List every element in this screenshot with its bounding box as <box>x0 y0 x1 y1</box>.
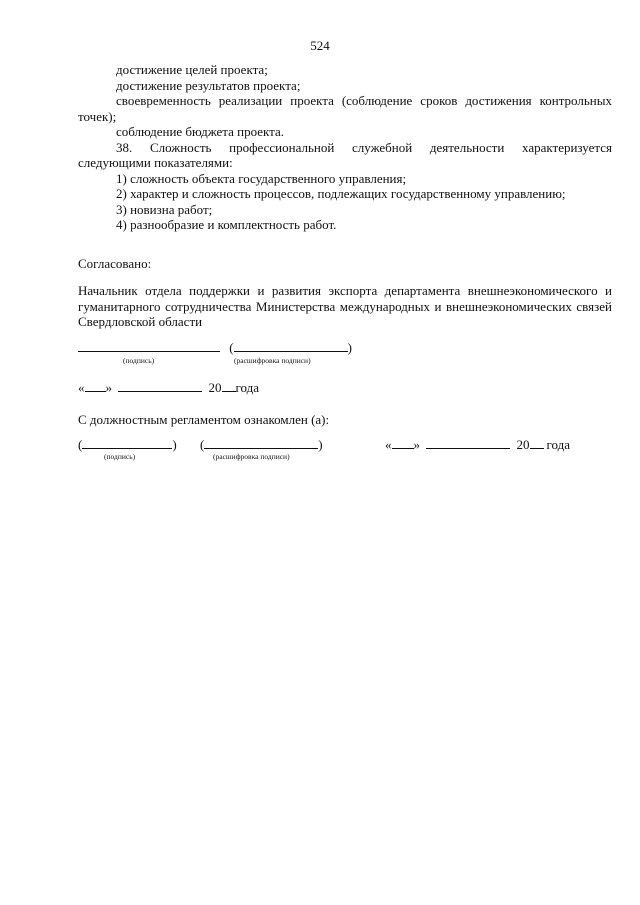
year-blank[interactable] <box>222 380 236 392</box>
list-item: своевременность реализации проекта (соблюдение сроков достижения контрольных точек); <box>78 93 612 124</box>
quote-close: » <box>105 380 112 395</box>
year-suffix: года <box>546 437 571 452</box>
year-suffix: года <box>235 380 260 395</box>
day-blank[interactable] <box>392 437 414 449</box>
decoding-blank[interactable] <box>234 340 348 352</box>
list-item: 3) новизна работ; <box>116 201 213 217</box>
paragraph-38: 38. Сложность профессиональной служебной деятельности характеризуется следующими показателями: <box>78 139 612 170</box>
approval-signature-line[interactable]: ( ) <box>78 340 352 356</box>
page-number: 524 <box>310 38 330 53</box>
decoding-caption: (расшифровка подписи) <box>213 452 290 461</box>
approval-label: Согласовано: <box>78 256 152 271</box>
criteria-block <box>78 62 612 233</box>
decoding-caption: (расшифровка подписи) <box>234 356 311 365</box>
familiarization-signature-line[interactable]: ( ) ( ) <box>78 437 323 452</box>
year-prefix: 20 <box>516 437 530 452</box>
quote-close: » <box>413 437 420 452</box>
approval-date-line[interactable] <box>78 380 259 396</box>
quote-open: « <box>78 380 85 395</box>
position-text: Начальник отдела поддержки и развития экспорта департамента внешнеэкономического и гуманитарного сотрудничества Министерства международных и внешнеэкономических связей Свердловской области <box>78 283 612 329</box>
familiarization-date-line[interactable] <box>385 437 570 453</box>
decoding-blank[interactable] <box>204 437 318 449</box>
list-item: 4) разнообразие и комплектность работ. <box>116 217 337 232</box>
month-blank[interactable] <box>426 437 510 449</box>
month-blank[interactable] <box>118 380 202 392</box>
familiarization-label: С должностным регламентом ознакомлен (а): <box>78 412 330 427</box>
year-prefix: 20 <box>208 380 222 395</box>
year-blank[interactable] <box>530 437 544 449</box>
approval-position <box>78 283 612 330</box>
day-blank[interactable] <box>85 380 106 392</box>
signature-caption: (подпись) <box>104 452 136 461</box>
list-item: достижение целей проекта; <box>116 62 268 77</box>
signature-blank[interactable] <box>82 437 172 449</box>
list-item: 2) характер и сложность процессов, подлежащих государственному управлению; <box>116 186 566 201</box>
list-item: соблюдение бюджета проекта. <box>116 124 285 139</box>
list-item: 1) сложность объекта государственного управления; <box>116 170 407 186</box>
signature-blank[interactable] <box>78 340 220 352</box>
quote-open: « <box>385 437 392 452</box>
list-item: достижение результатов проекта; <box>116 77 301 93</box>
signature-caption: (подпись) <box>123 356 155 365</box>
